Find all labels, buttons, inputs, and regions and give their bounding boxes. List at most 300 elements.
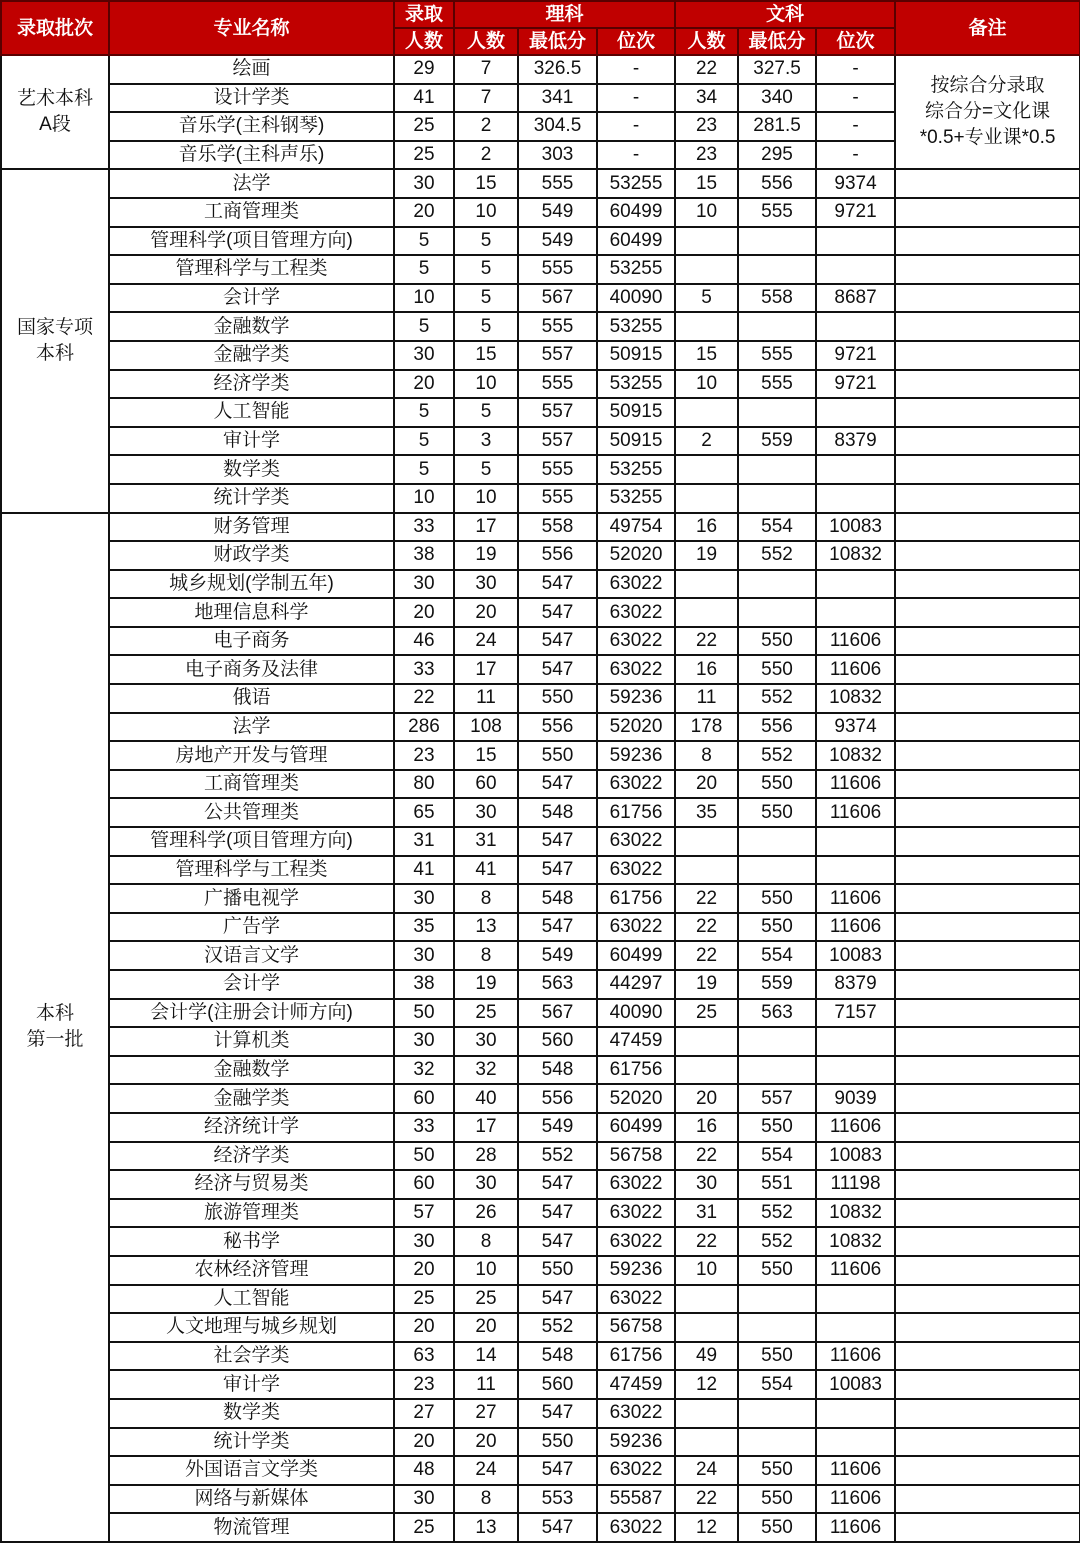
arts-rank: 8687 (816, 284, 895, 313)
science-min-score: 547 (518, 1399, 597, 1428)
major-name: 音乐学(主科钢琴) (109, 112, 394, 141)
major-name: 财务管理 (109, 513, 394, 542)
major-name: 经济与贸易类 (109, 1170, 394, 1199)
science-rank: 61756 (597, 798, 675, 827)
science-count: 10 (454, 370, 518, 399)
arts-min-score: 327.5 (738, 55, 816, 84)
total-count: 25 (394, 112, 454, 141)
arts-min-score: 552 (738, 684, 816, 713)
arts-count: 8 (675, 741, 738, 770)
table-row (1, 1170, 1080, 1199)
science-min-score: 556 (518, 713, 597, 742)
arts-rank: 10832 (816, 741, 895, 770)
remark-cell (895, 227, 1080, 256)
science-count: 8 (454, 941, 518, 970)
arts-rank: 11606 (816, 884, 895, 913)
table-row (1, 169, 1080, 198)
science-count: 19 (454, 541, 518, 570)
remark-line: 按综合分录取 (930, 75, 1045, 97)
arts-min-score: 555 (738, 370, 816, 399)
major-name: 统计学类 (109, 1428, 394, 1457)
remark-cell (895, 198, 1080, 227)
science-count: 40 (454, 1084, 518, 1113)
major-name: 网络与新媒体 (109, 1485, 394, 1514)
science-count: 15 (454, 741, 518, 770)
remark-cell (895, 913, 1080, 942)
arts-count: 12 (675, 1513, 738, 1542)
science-count: 5 (454, 455, 518, 484)
science-min-score: 552 (518, 1313, 597, 1342)
arts-rank: 9039 (816, 1084, 895, 1113)
table-row (1, 427, 1080, 456)
arts-rank (816, 1428, 895, 1457)
table-row (1, 541, 1080, 570)
science-min-score: 547 (518, 598, 597, 627)
arts-rank: 9374 (816, 713, 895, 742)
science-min-score: 547 (518, 627, 597, 656)
science-rank: 61756 (597, 1056, 675, 1085)
science-min-score: 547 (518, 913, 597, 942)
major-name: 地理信息科学 (109, 598, 394, 627)
arts-min-score: 556 (738, 713, 816, 742)
science-rank: 52020 (597, 541, 675, 570)
remark-cell (895, 427, 1080, 456)
science-min-score: 547 (518, 1227, 597, 1256)
science-min-score: 548 (518, 1056, 597, 1085)
major-name: 数学类 (109, 1399, 394, 1428)
remark-cell (895, 1370, 1080, 1399)
science-count: 7 (454, 55, 518, 84)
total-count: 57 (394, 1199, 454, 1228)
science-count: 60 (454, 770, 518, 799)
arts-count: 22 (675, 913, 738, 942)
arts-rank: 9721 (816, 341, 895, 370)
table-row (1, 1485, 1080, 1514)
arts-count: 19 (675, 970, 738, 999)
arts-count: 19 (675, 541, 738, 570)
science-rank: 53255 (597, 455, 675, 484)
science-min-score: 303 (518, 141, 597, 170)
arts-count: 15 (675, 169, 738, 198)
table-row (1, 1285, 1080, 1314)
total-count: 63 (394, 1342, 454, 1371)
arts-rank (816, 1056, 895, 1085)
major-name: 管理科学(项目管理方向) (109, 227, 394, 256)
arts-count: 16 (675, 655, 738, 684)
science-rank: - (597, 112, 675, 141)
arts-min-score: 552 (738, 741, 816, 770)
science-min-score: 557 (518, 427, 597, 456)
arts-rank (816, 484, 895, 513)
remark-cell (895, 798, 1080, 827)
science-count: 108 (454, 713, 518, 742)
arts-count: 15 (675, 341, 738, 370)
science-count: 20 (454, 598, 518, 627)
total-count: 41 (394, 856, 454, 885)
remark-cell (895, 1342, 1080, 1371)
science-rank: 40090 (597, 999, 675, 1028)
arts-min-score (738, 856, 816, 885)
total-count: 33 (394, 655, 454, 684)
table-row (1, 999, 1080, 1028)
total-count: 31 (394, 827, 454, 856)
major-name: 俄语 (109, 684, 394, 713)
remark-line: 综合分=文化课 (925, 101, 1051, 123)
remark-cell (895, 169, 1080, 198)
science-rank: 63022 (597, 827, 675, 856)
major-name: 统计学类 (109, 484, 394, 513)
science-count: 13 (454, 913, 518, 942)
arts-min-score: 552 (738, 541, 816, 570)
header-row-1 (1, 1, 1080, 28)
major-name: 数学类 (109, 455, 394, 484)
arts-rank: 11606 (816, 655, 895, 684)
total-count: 5 (394, 427, 454, 456)
science-rank: 63022 (597, 1456, 675, 1485)
major-name: 金融数学 (109, 1056, 394, 1085)
major-name: 绘画 (109, 55, 394, 84)
science-count: 30 (454, 570, 518, 599)
science-min-score: 555 (518, 370, 597, 399)
arts-count: 10 (675, 370, 738, 399)
total-count: 30 (394, 884, 454, 913)
arts-rank: - (816, 112, 895, 141)
remark-cell (895, 827, 1080, 856)
science-min-score: 547 (518, 1170, 597, 1199)
science-rank: 53255 (597, 312, 675, 341)
science-count: 8 (454, 1227, 518, 1256)
science-min-score: 555 (518, 484, 597, 513)
table-row (1, 1370, 1080, 1399)
total-count: 30 (394, 1485, 454, 1514)
arts-rank: 11606 (816, 1113, 895, 1142)
total-count: 30 (394, 1227, 454, 1256)
remark-cell (895, 741, 1080, 770)
science-min-score: 547 (518, 1513, 597, 1542)
total-count: 38 (394, 970, 454, 999)
arts-min-score: 550 (738, 655, 816, 684)
header-arts-rank: 位次 (816, 28, 895, 55)
batch-cell (1, 513, 109, 1542)
total-count: 20 (394, 1256, 454, 1285)
science-rank: 63022 (597, 770, 675, 799)
science-count: 30 (454, 1027, 518, 1056)
science-min-score: 552 (518, 1142, 597, 1171)
major-name: 广告学 (109, 913, 394, 942)
arts-count (675, 1027, 738, 1056)
table-row (1, 198, 1080, 227)
batch-label-line: A段 (39, 114, 71, 136)
remark-cell (895, 1285, 1080, 1314)
table-row (1, 1142, 1080, 1171)
major-name: 经济统计学 (109, 1113, 394, 1142)
science-rank: 52020 (597, 1084, 675, 1113)
science-min-score: 558 (518, 513, 597, 542)
science-rank: 53255 (597, 370, 675, 399)
arts-count (675, 484, 738, 513)
major-name: 法学 (109, 169, 394, 198)
total-count: 48 (394, 1456, 454, 1485)
batch-label-line: 第一批 (26, 1029, 84, 1051)
science-count: 3 (454, 427, 518, 456)
arts-count (675, 598, 738, 627)
arts-rank (816, 255, 895, 284)
science-rank: 60499 (597, 227, 675, 256)
remark-cell (895, 398, 1080, 427)
header-arts-count: 人数 (675, 28, 738, 55)
table-row (1, 370, 1080, 399)
remark-cell (895, 684, 1080, 713)
arts-min-score: 550 (738, 1513, 816, 1542)
arts-rank: 11606 (816, 1342, 895, 1371)
arts-rank (816, 1285, 895, 1314)
science-count: 24 (454, 1456, 518, 1485)
table-row (1, 741, 1080, 770)
arts-count: 25 (675, 999, 738, 1028)
science-rank: 59236 (597, 684, 675, 713)
science-count: 5 (454, 227, 518, 256)
total-count: 32 (394, 1056, 454, 1085)
science-rank: 50915 (597, 398, 675, 427)
table-row (1, 227, 1080, 256)
arts-count (675, 227, 738, 256)
remark-cell (895, 1227, 1080, 1256)
total-count: 5 (394, 398, 454, 427)
total-count: 35 (394, 913, 454, 942)
arts-rank (816, 827, 895, 856)
science-rank: 50915 (597, 341, 675, 370)
science-count: 5 (454, 255, 518, 284)
major-name: 金融学类 (109, 1084, 394, 1113)
science-rank: 47459 (597, 1027, 675, 1056)
science-rank: 61756 (597, 884, 675, 913)
science-min-score: 548 (518, 1342, 597, 1371)
science-min-score: 341 (518, 84, 597, 113)
science-rank: 59236 (597, 741, 675, 770)
arts-min-score: 295 (738, 141, 816, 170)
remark-cell (895, 1456, 1080, 1485)
arts-rank (816, 398, 895, 427)
total-count: 50 (394, 1142, 454, 1171)
remark-cell (895, 655, 1080, 684)
remark-cell (895, 455, 1080, 484)
arts-count: 22 (675, 941, 738, 970)
remark-cell (895, 1170, 1080, 1199)
table-row (1, 1428, 1080, 1457)
total-count: 41 (394, 84, 454, 113)
table-row (1, 1227, 1080, 1256)
arts-rank: - (816, 141, 895, 170)
arts-count: 22 (675, 1142, 738, 1171)
science-min-score: 560 (518, 1370, 597, 1399)
science-min-score: 560 (518, 1027, 597, 1056)
science-rank: 53255 (597, 255, 675, 284)
science-rank: 61756 (597, 1342, 675, 1371)
arts-count: 16 (675, 1113, 738, 1142)
science-count: 25 (454, 1285, 518, 1314)
major-name: 管理科学与工程类 (109, 255, 394, 284)
table-body (1, 55, 1080, 1542)
arts-count: 49 (675, 1342, 738, 1371)
arts-min-score: 559 (738, 427, 816, 456)
science-min-score: 550 (518, 1428, 597, 1457)
science-rank: 63022 (597, 627, 675, 656)
science-count: 30 (454, 798, 518, 827)
table-row (1, 684, 1080, 713)
science-min-score: 548 (518, 884, 597, 913)
total-count: 5 (394, 227, 454, 256)
arts-rank: 11606 (816, 770, 895, 799)
science-min-score: 547 (518, 570, 597, 599)
science-rank: 47459 (597, 1370, 675, 1399)
major-name: 社会学类 (109, 1342, 394, 1371)
header-science-rank: 位次 (597, 28, 675, 55)
table-row (1, 513, 1080, 542)
science-count: 2 (454, 112, 518, 141)
remark-cell (895, 1199, 1080, 1228)
arts-count (675, 856, 738, 885)
science-rank: 53255 (597, 169, 675, 198)
arts-min-score: 281.5 (738, 112, 816, 141)
total-count: 29 (394, 55, 454, 84)
remark-cell (895, 1084, 1080, 1113)
arts-rank: 10083 (816, 941, 895, 970)
arts-rank: 11198 (816, 1170, 895, 1199)
science-rank: 44297 (597, 970, 675, 999)
arts-count: 16 (675, 513, 738, 542)
arts-rank: 10832 (816, 684, 895, 713)
science-rank: 56758 (597, 1313, 675, 1342)
science-min-score: 555 (518, 455, 597, 484)
arts-rank: 11606 (816, 913, 895, 942)
batch-label-line: 国家专项 (16, 316, 93, 338)
header-arts-min: 最低分 (738, 28, 816, 55)
total-count: 20 (394, 1313, 454, 1342)
major-name: 公共管理类 (109, 798, 394, 827)
total-count: 46 (394, 627, 454, 656)
total-count: 23 (394, 741, 454, 770)
remark-cell (895, 1428, 1080, 1457)
science-rank: - (597, 141, 675, 170)
arts-rank: 10832 (816, 1199, 895, 1228)
arts-min-score: 550 (738, 1485, 816, 1514)
arts-count: 30 (675, 1170, 738, 1199)
arts-count: 22 (675, 55, 738, 84)
science-count: 15 (454, 169, 518, 198)
total-count: 20 (394, 198, 454, 227)
science-rank: 53255 (597, 484, 675, 513)
arts-count (675, 455, 738, 484)
science-count: 17 (454, 513, 518, 542)
table-row (1, 1399, 1080, 1428)
science-min-score: 557 (518, 398, 597, 427)
arts-min-score: 559 (738, 970, 816, 999)
arts-min-score (738, 227, 816, 256)
major-name: 人工智能 (109, 398, 394, 427)
science-min-score: 549 (518, 941, 597, 970)
science-rank: 59236 (597, 1256, 675, 1285)
batch-label-line: 本科 (35, 1003, 74, 1025)
arts-min-score (738, 598, 816, 627)
arts-count (675, 255, 738, 284)
arts-min-score: 558 (738, 284, 816, 313)
science-count: 24 (454, 627, 518, 656)
science-min-score: 556 (518, 1084, 597, 1113)
science-rank: 50915 (597, 427, 675, 456)
total-count: 20 (394, 598, 454, 627)
arts-min-score (738, 1027, 816, 1056)
arts-count: 22 (675, 884, 738, 913)
major-name: 管理科学(项目管理方向) (109, 827, 394, 856)
header-total-line2: 人数 (394, 28, 454, 55)
remark-cell (895, 1113, 1080, 1142)
science-rank: 63022 (597, 1285, 675, 1314)
arts-count (675, 570, 738, 599)
arts-min-score (738, 255, 816, 284)
header-science: 理科 (454, 1, 675, 28)
total-count: 65 (394, 798, 454, 827)
total-count: 30 (394, 341, 454, 370)
arts-min-score: 550 (738, 913, 816, 942)
table-row (1, 398, 1080, 427)
arts-min-score (738, 827, 816, 856)
total-count: 20 (394, 370, 454, 399)
total-count: 286 (394, 713, 454, 742)
total-count: 5 (394, 255, 454, 284)
science-rank: 63022 (597, 1513, 675, 1542)
major-name: 财政学类 (109, 541, 394, 570)
table-row (1, 1199, 1080, 1228)
arts-min-score: 551 (738, 1170, 816, 1199)
arts-min-score: 550 (738, 770, 816, 799)
arts-min-score: 554 (738, 1370, 816, 1399)
science-count: 31 (454, 827, 518, 856)
science-min-score: 555 (518, 169, 597, 198)
table-row (1, 798, 1080, 827)
science-count: 10 (454, 198, 518, 227)
remark-cell (895, 1256, 1080, 1285)
remark-cell (895, 627, 1080, 656)
arts-min-score (738, 1056, 816, 1085)
science-count: 10 (454, 484, 518, 513)
major-name: 房地产开发与管理 (109, 741, 394, 770)
major-name: 音乐学(主科声乐) (109, 141, 394, 170)
total-count: 30 (394, 941, 454, 970)
table-row (1, 1513, 1080, 1542)
science-count: 25 (454, 999, 518, 1028)
science-min-score: 563 (518, 970, 597, 999)
arts-count (675, 1428, 738, 1457)
science-min-score: 553 (518, 1485, 597, 1514)
major-name: 管理科学与工程类 (109, 856, 394, 885)
science-count: 10 (454, 1256, 518, 1285)
table-row (1, 1113, 1080, 1142)
arts-rank: 11606 (816, 1456, 895, 1485)
arts-min-score: 552 (738, 1227, 816, 1256)
table-row (1, 827, 1080, 856)
total-count: 33 (394, 513, 454, 542)
major-name: 会计学 (109, 284, 394, 313)
science-count: 41 (454, 856, 518, 885)
arts-count: 24 (675, 1456, 738, 1485)
science-count: 19 (454, 970, 518, 999)
arts-min-score: 554 (738, 1142, 816, 1171)
science-rank: 59236 (597, 1428, 675, 1457)
remark-cell (895, 1313, 1080, 1342)
arts-count: 11 (675, 684, 738, 713)
table-row (1, 1056, 1080, 1085)
remark-cell (895, 370, 1080, 399)
